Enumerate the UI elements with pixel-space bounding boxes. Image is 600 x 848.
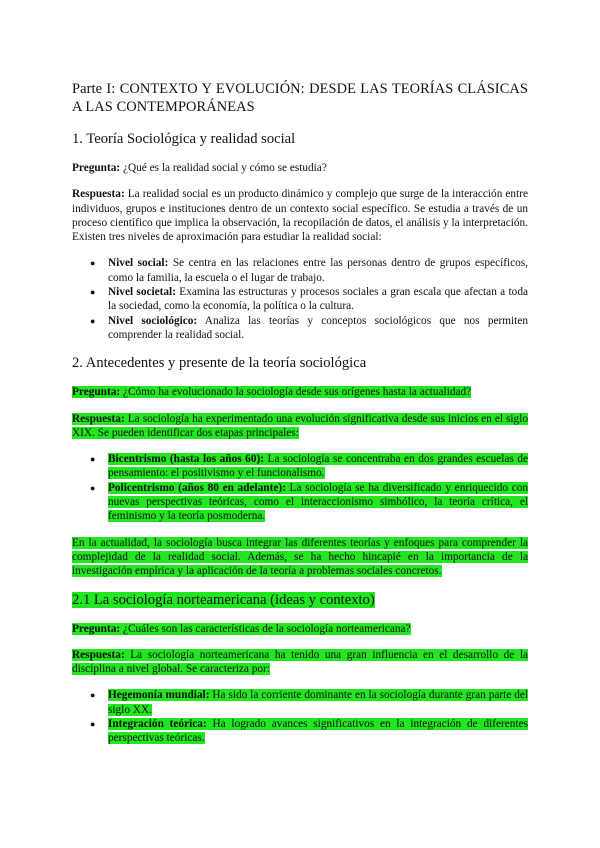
list-item bbox=[90, 481, 528, 524]
bullet-icon: ● bbox=[90, 690, 96, 701]
section-2-closing: En la actualidad, la sociología busca integrar las diferentes teorías y enfoques para comprender la complejidad de la realidad social. Además, se ha hecho hincapié en la importancia de la investigación empírica y la aplicación de la teoría a problemas sociales concretos. bbox=[72, 536, 528, 578]
section-1-answer bbox=[72, 187, 528, 244]
item-text: La sociología se ha diversificado y enriquecido con nuevas perspectivas teóricas, como el interaccionismo simbólico, la teoría crítica, el feminismo y la teoría posmoderna. bbox=[108, 481, 528, 523]
bullet-icon: ● bbox=[90, 454, 96, 465]
item-label: Hegemonía mundial: bbox=[108, 689, 210, 702]
answer-text: La sociología ha experimentado una evolución significativa desde sus inicios en el siglo XIX. Se pueden identificar dos etapas principales: bbox=[72, 412, 528, 439]
answer-label: Respuesta: bbox=[72, 188, 125, 201]
item-text: La sociología se concentraba en dos grandes escuelas de pensamiento: el positivismo y el funcionalismo. bbox=[108, 453, 529, 480]
document-page bbox=[72, 80, 528, 758]
answer-text: La realidad social es un producto dinámico y complejo que surge de la interacción entre individuos, grupos e instituciones dentro de un contexto social específico. Se estudia a través de un proceso científico que implica la observación, la recopilación de datos, el análisis y la interpretación. Existen tres niveles de aproximación para estudiar la realidad social: bbox=[72, 188, 528, 244]
list-item bbox=[90, 285, 528, 314]
answer-label: Respuesta: bbox=[72, 648, 125, 661]
item-label: Nivel social: bbox=[108, 257, 169, 270]
list-item bbox=[90, 688, 528, 717]
answer-text: La sociología norteamericana ha tenido una gran influencia en el desarrollo de la disciplina a nivel global. Se caracteriza por: bbox=[72, 648, 528, 676]
answer-label: Respuesta: bbox=[72, 412, 125, 425]
list-item bbox=[90, 314, 528, 343]
section-2-heading: 2. Antecedentes y presente de la teoría sociológica bbox=[72, 355, 367, 372]
bullet-icon: ● bbox=[90, 258, 96, 269]
bullet-icon: ● bbox=[90, 315, 96, 326]
bullet-icon: ● bbox=[90, 482, 96, 493]
section-2-1-question bbox=[72, 622, 528, 636]
item-label: Bicentrismo (hasta los años 60): bbox=[108, 453, 265, 466]
item-label: Nivel societal: bbox=[108, 286, 176, 299]
part-title: Parte I: CONTEXTO Y EVOLUCIÓN: DESDE LAS TEORÍAS CLÁSICAS A LAS CONTEMPORÁNEAS bbox=[72, 81, 528, 115]
section-1-heading: 1. Teoría Sociológica y realidad social bbox=[72, 131, 296, 147]
item-label: Nivel sociológico: bbox=[108, 314, 198, 327]
question-text: ¿Qué es la realidad social y cómo se estudia? bbox=[120, 162, 327, 174]
item-text: Se centra en las relaciones entre las personas dentro de grupos específicos, como la familia, la escuela o el lugar de trabajo. bbox=[108, 257, 529, 284]
section-1-question bbox=[72, 161, 528, 175]
section-2-1-list bbox=[72, 688, 528, 745]
list-item bbox=[90, 256, 529, 285]
list-item bbox=[90, 717, 528, 746]
question-label: Pregunta: bbox=[72, 622, 121, 635]
item-label: Integración teórica: bbox=[108, 718, 207, 731]
question-label: Pregunta: bbox=[72, 162, 121, 174]
section-1-list bbox=[72, 256, 528, 342]
item-text: Ha sido la corriente dominante en la sociología durante gran parte del siglo XX. bbox=[108, 689, 528, 716]
bullet-icon: ● bbox=[90, 287, 96, 298]
item-text: Ha logrado avances significativos en la integración de diferentes perspectivas teóricas. bbox=[108, 718, 528, 745]
section-2-question bbox=[72, 385, 528, 399]
item-text: Examina las estructuras y procesos sociales a gran escala que afectan a toda la sociedad, como la economía, la política o la cultura. bbox=[108, 286, 528, 313]
section-2-answer bbox=[72, 412, 528, 441]
question-text: ¿Cuáles son las características de la sociología norteamericana? bbox=[120, 622, 411, 635]
question-label: Pregunta: bbox=[72, 386, 121, 399]
section-2-1-heading: 2.1 La sociología norteamericana (ideas y contexto) bbox=[72, 591, 375, 608]
section-2-list bbox=[72, 452, 528, 523]
section-2-1-answer bbox=[72, 648, 528, 677]
question-text: ¿Cómo ha evolucionado la sociología desde sus orígenes hasta la actualidad? bbox=[120, 386, 472, 399]
list-item bbox=[90, 452, 529, 481]
item-text: Analiza las teorías y conceptos sociológicos que nos permiten comprender la realidad social. bbox=[108, 314, 528, 341]
bullet-icon: ● bbox=[90, 719, 96, 730]
item-label: Policentrismo (años 80 en adelante): bbox=[108, 481, 286, 494]
